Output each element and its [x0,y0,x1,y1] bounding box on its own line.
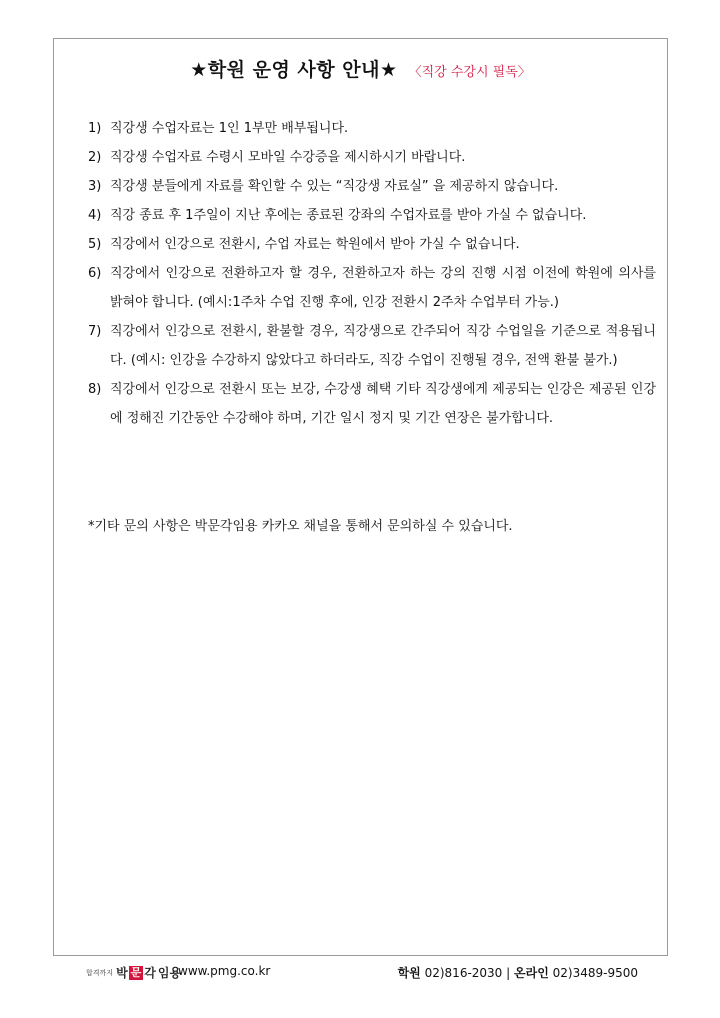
document-frame [53,38,668,956]
item-number: 1) [88,121,102,136]
list-item [88,375,656,433]
online-label: 온라인 [514,966,549,980]
page-subtitle: 〈직강 수강시 필독〉 [408,65,531,80]
item-number: 7) [88,324,102,339]
contact-separator: | [506,966,511,980]
item-text: 직강 종료 후 1주일이 지난 후에는 종료된 강좌의 수업자료를 받아 가실 수 없습니다. [110,208,587,223]
item-number: 3) [88,179,102,194]
notice-list [88,114,656,433]
academy-label: 학원 [397,966,421,980]
item-text: 직강에서 인강으로 전환시, 환불할 경우, 직강생으로 간주되어 직강 수업일을 기준으로 적용됩니다. (예시: 인강을 수강하지 않았다고 하더라도, 직강 수업이 진행될 경우, 전액 환불 불가.) [110,324,656,368]
item-number: 2) [88,150,102,165]
item-text: 직강에서 인강으로 전환시 또는 보강, 수강생 혜택 기타 직강생에게 제공되는 인강은 제공된 인강에 정해진 기간동안 수강해야 하며, 기간 일시 정지 및 기간 연장은 불가합니다. [110,382,656,426]
logo-tagline: 합격까지 [86,968,114,977]
brand-logo [86,964,181,981]
inquiry-note: *기타 문의 사항은 박문각임용 카카오 채널을 통해서 문의하실 수 있습니다. [88,519,513,534]
page-footer [0,962,720,984]
list-item [88,114,656,143]
list-item [88,317,656,375]
item-text: 직강에서 인강으로 전환하고자 할 경우, 전환하고자 하는 강의 진행 시점 이전에 학원에 의사를 밝혀야 합니다. (예시:1주차 수업 진행 후에, 인강 전환시 2주차 수업부터 가능.) [110,266,656,310]
item-number: 4) [88,208,102,223]
title-row [54,55,667,82]
website-link[interactable]: www.pmg.co.kr [178,964,271,978]
list-item [88,230,656,259]
list-item [88,259,656,317]
item-number: 8) [88,382,102,397]
list-item [88,172,656,201]
logo-text-1: 박 [116,966,128,980]
logo-text-2: 각 [144,966,156,980]
item-text: 직강에서 인강으로 전환시, 수업 자료는 학원에서 받아 가실 수 없습니다. [110,237,520,252]
contact-info [398,964,638,981]
item-text: 직강생 수업자료는 1인 1부만 배부됩니다. [110,121,349,136]
academy-phone: 02)816-2030 [424,966,503,980]
item-number: 6) [88,266,102,281]
item-number: 5) [88,237,102,252]
online-phone: 02)3489-9500 [552,966,638,980]
list-item [88,143,656,172]
list-item [88,201,656,230]
item-text: 직강생 분들에게 자료를 확인할 수 있는 “직강생 자료실” 을 제공하지 않습니다. [110,179,559,194]
item-text: 직강생 수업자료 수령시 모바일 수강증을 제시하시기 바랍니다. [110,150,466,165]
page-title: ★학원 운영 사항 안내★ [190,59,398,81]
logo-mark: 문 [130,965,142,979]
logo-sub: 임용 [157,966,182,980]
